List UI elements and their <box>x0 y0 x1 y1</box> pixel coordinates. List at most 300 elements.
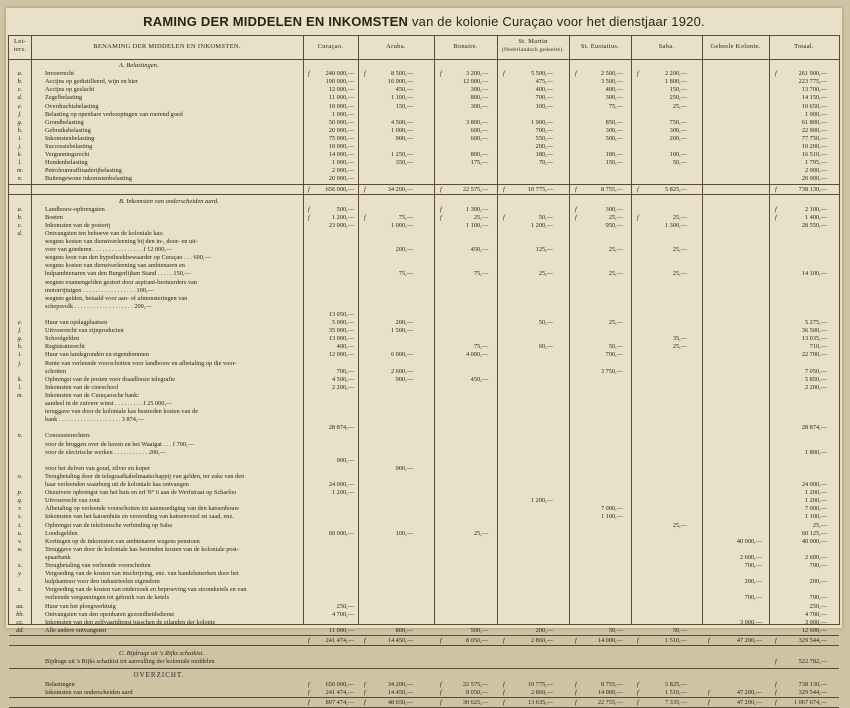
overzicht-row <box>9 689 839 697</box>
value-aruba: 1 000,— <box>390 221 413 229</box>
currency-mark: f <box>308 70 310 78</box>
value-totaal: 1 795,— <box>804 159 827 167</box>
value-st-eustatius: 180,— <box>605 151 623 159</box>
value-aruba: 900,— <box>395 134 413 142</box>
table-row <box>9 392 839 400</box>
value-aruba: 14 450,— <box>387 689 413 697</box>
row-description: Successiebelasting <box>45 143 93 150</box>
value-totaal: 12 600,— <box>801 626 827 634</box>
header-st-eustatius: St. Eustatius. <box>580 43 620 50</box>
value-curacao: 250,— <box>336 602 354 610</box>
table-row <box>9 303 839 311</box>
value-st-martin: 200,— <box>535 143 553 150</box>
row-letter: dd. <box>16 626 24 634</box>
value-curacao: 4 500,— <box>331 375 354 383</box>
table-row <box>9 570 839 578</box>
value-saba: 100,— <box>669 151 687 159</box>
currency-mark: f <box>503 699 505 707</box>
value-bonaire: 25,— <box>473 529 488 537</box>
header-aruba: Aruba. <box>386 43 406 50</box>
value-totaal: 522 782,— <box>798 658 827 665</box>
value-st-eustatius: 300,— <box>605 205 623 213</box>
row-description: Onzuivere opbrengst van het huis en erf N° 6 aan de Werfstraat op Scharloo <box>45 489 237 497</box>
value-bonaire: 600,— <box>470 126 488 134</box>
row-letter: aa. <box>16 602 24 610</box>
value-aruba: 800,— <box>395 626 413 634</box>
row-description: Inkomsten van het katoenhuis en verzending van katoenvezel en zaad, enz. <box>45 513 234 521</box>
value-totaal: 5 275,— <box>804 319 827 326</box>
header-totaal: Totaal. <box>794 43 814 50</box>
value-curacao: 2 200,— <box>331 383 354 391</box>
value-totaal: 223 775,— <box>798 78 827 86</box>
value-aruba: 34 200,— <box>387 681 413 689</box>
currency-mark: f <box>440 699 442 707</box>
row-description: voor de electrische werken . . . . . . . . . . . 200,— <box>45 448 167 456</box>
value-aruba: 75,— <box>398 213 413 221</box>
currency-mark: f <box>775 699 777 707</box>
value-st-eustatius: 500,— <box>605 134 623 142</box>
value-aruba: 6 000,— <box>390 351 413 359</box>
currency-mark: f <box>308 681 310 689</box>
currency-mark: f <box>775 185 777 193</box>
table-row <box>9 449 839 457</box>
row-description: aandeel in de zuivere winst . . . . . . . . . f 25 000,— <box>45 400 173 407</box>
value-saba: 750,— <box>669 118 687 126</box>
value-st-martin: 550,— <box>535 134 553 142</box>
table-row <box>9 424 839 432</box>
row-letter: j. <box>18 359 22 367</box>
table-row <box>9 159 839 167</box>
row-description: Alle andere ontvangsten <box>45 626 107 634</box>
value-totaal: 61 800,— <box>801 118 827 126</box>
currency-mark: f <box>775 70 777 78</box>
row-letter: d. <box>17 229 23 237</box>
row-description: Schoolgelden <box>45 335 80 343</box>
value-aruba: 1 500,— <box>390 327 413 335</box>
value-curacao: 1 200,— <box>331 213 354 221</box>
value-bonaire: 25,— <box>473 213 488 221</box>
currency-mark: f <box>708 636 710 644</box>
value-st-eustatius: 950,— <box>605 221 623 229</box>
value-curacao: 24 000,— <box>328 481 354 488</box>
value-curacao: 11 000,— <box>329 626 354 634</box>
row-description: Terugbetaling van verleende voorschotten <box>45 562 151 569</box>
value-bonaire: 600,— <box>470 134 488 142</box>
row-description: Vergoeding van de kosten van onderzoek en beproeving van stoomketels en van <box>45 586 247 594</box>
currency-mark: f <box>637 70 639 78</box>
table-row <box>9 86 839 94</box>
value-st-martin: 1 200,— <box>530 497 553 505</box>
total-bonaire: 30 625,— <box>462 699 488 707</box>
header-bonaire: Bonaire. <box>453 43 478 50</box>
value-totaal: 24 000,— <box>801 481 827 488</box>
row-description: motorrijtuigen . . . . . . . . . . . . . . . . . 100,— <box>45 286 154 294</box>
row-description: Concessierechten: <box>45 432 91 440</box>
value-st-martin: 125,— <box>535 246 553 254</box>
table-row <box>9 554 839 562</box>
table-row <box>9 254 839 262</box>
table-row <box>9 481 839 489</box>
header-curacao: Curaçao. <box>317 43 344 50</box>
value-curacao: 1 200,— <box>331 489 354 497</box>
table-row <box>9 505 839 513</box>
value-gehele-kolonie: 200,— <box>744 578 762 586</box>
value-st-martin: 700,— <box>535 94 553 102</box>
value-saba: 1 800,— <box>664 78 687 86</box>
total-saba: 5 825,— <box>664 185 687 193</box>
value-st-eustatius: 850,— <box>605 118 623 126</box>
value-totaal: 2 000,— <box>804 167 827 175</box>
value-aruba: 75,— <box>398 270 413 278</box>
row-letter: o. <box>17 472 23 480</box>
table-row <box>9 360 839 368</box>
value-st-eustatius: 7 000,— <box>600 505 623 513</box>
value-aruba: 900,— <box>395 375 413 383</box>
value-totaal: 1 800,— <box>804 448 827 456</box>
total-curacao: 241 474,— <box>325 636 354 644</box>
value-st-martin: 180,— <box>535 151 553 159</box>
table-row <box>9 78 839 86</box>
currency-mark: f <box>775 636 777 644</box>
value-aruba: 350,— <box>395 159 413 167</box>
value-curacao: 4 700,— <box>331 610 354 618</box>
row-description: Accijns op gedistilleerd, wijn en bier <box>45 78 139 86</box>
table-row <box>9 530 839 538</box>
currency-mark: f <box>637 689 639 697</box>
value-aruba: 1 250,— <box>390 151 413 159</box>
value-st-eustatius: 25,— <box>608 213 623 221</box>
row-description: Rente van verleende voorschotten voor landbouw en afbetaling op die voor- <box>45 359 237 367</box>
value-curacao: 1 000,— <box>331 110 354 118</box>
currency-mark: f <box>364 185 366 193</box>
value-totaal: 738 130,— <box>798 681 827 689</box>
currency-mark: f <box>308 205 310 213</box>
value-totaal: 710,— <box>809 343 827 351</box>
value-totaal: 5 850,— <box>804 375 827 383</box>
value-bonaire: 8 050,— <box>465 689 488 697</box>
value-saba: 5 825,— <box>664 681 687 689</box>
value-st-eustatius: 1 100,— <box>600 513 623 521</box>
value-st-martin: 50,— <box>538 319 553 326</box>
row-letter: a. <box>17 205 23 213</box>
row-letter: b. <box>17 78 23 86</box>
value-st-martin: 60,— <box>538 343 553 351</box>
table-row <box>9 497 839 505</box>
row-letter: bb. <box>16 610 24 618</box>
value-st-eustatius: 3 500,— <box>600 78 623 86</box>
table-row <box>9 287 839 295</box>
row-letter: a. <box>17 70 23 78</box>
value-totaal: 28 550,— <box>801 221 827 229</box>
row-description: Accijns op geslacht <box>45 86 95 94</box>
value-saba: 35,— <box>672 335 687 343</box>
table-row <box>9 343 839 351</box>
table-row <box>9 578 839 586</box>
total-bonaire: 8 050,— <box>465 636 488 644</box>
total-aruba: 48 650,— <box>387 699 413 707</box>
value-bonaire: 3 800,— <box>465 118 488 126</box>
row-description: Vergoeding van de kosten van inschrijving, enz. van handelsmerken door het <box>45 570 239 578</box>
row-letter: n. <box>17 175 23 183</box>
value-saba: 25,— <box>672 343 687 351</box>
table-row <box>9 408 839 416</box>
total-bonaire: 22 575,— <box>462 185 488 193</box>
row-description: Overdrachtsbelasting <box>45 102 99 110</box>
row-description: Belastingen <box>45 681 75 689</box>
row-letter: u. <box>17 529 23 537</box>
currency-mark: f <box>364 699 366 707</box>
value-totaal: 22 700,— <box>801 351 827 359</box>
row-description: schotten <box>45 367 66 375</box>
total-totaal: 738 130,— <box>798 185 827 193</box>
currency-mark: f <box>440 185 442 193</box>
header-st-martin <box>497 38 569 54</box>
header-gehele-kolonie: Geheele Kolonie. <box>710 43 761 50</box>
value-curacao: 240 000,— <box>325 70 354 78</box>
value-totaal: 14 150,— <box>801 94 827 102</box>
row-description: Petroleumraffinaderijbelasting <box>45 167 122 175</box>
currency-mark: f <box>503 70 505 78</box>
value-bonaire: 500,— <box>470 626 488 634</box>
overzicht-heading: OVERZICHT. <box>133 671 185 680</box>
value-curacao: 20 000,— <box>328 126 354 134</box>
value-totaal: 13 035,— <box>801 335 827 343</box>
total-st-eustatius: 14 000,— <box>597 636 623 644</box>
currency-mark: f <box>308 699 310 707</box>
currency-mark: f <box>575 636 577 644</box>
value-totaal: 1 000,— <box>804 110 827 118</box>
value-totaal: 16 510,— <box>801 151 827 159</box>
row-description: Ontvangsten ten behoeve van de koloniale kas: <box>45 229 164 237</box>
currency-mark: f <box>708 689 710 697</box>
currency-mark: f <box>637 185 639 193</box>
currency-mark: f <box>775 658 777 665</box>
row-description: Kortingen op de inkomsten van ambtenaren wegens pensioen <box>45 537 200 545</box>
row-letter: g. <box>17 118 23 126</box>
row-letter: f. <box>18 327 22 335</box>
value-saba: 50,— <box>672 626 687 634</box>
value-totaal: 700,— <box>809 594 827 602</box>
value-st-martin: 200,— <box>535 626 553 634</box>
value-totaal: 700,— <box>809 562 827 569</box>
currency-mark: f <box>308 213 310 221</box>
currency-mark: f <box>575 213 577 221</box>
total-saba: 7 335,— <box>664 699 687 707</box>
value-totaal: 77 750,— <box>801 134 827 142</box>
value-totaal: 2 600,— <box>804 553 827 561</box>
row-description: Opbrengst van de telefonische verbinding op Saba <box>45 521 172 529</box>
row-letter: k. <box>17 151 23 159</box>
value-st-martin: 5 500,— <box>530 70 553 78</box>
currency-mark: f <box>575 185 577 193</box>
row-letter: v. <box>18 537 22 545</box>
total-aruba: 34 200,— <box>387 185 413 193</box>
value-gehele-kolonie: 47 200,— <box>736 689 762 697</box>
value-aruba: 200,— <box>395 246 413 254</box>
row-letter: l. <box>18 383 22 391</box>
total-aruba: 14 450,— <box>387 636 413 644</box>
value-curacao: 20 000,— <box>328 175 354 183</box>
value-st-martin: 100,— <box>535 102 553 110</box>
currency-mark: f <box>308 689 310 697</box>
currency-mark: f <box>637 699 639 707</box>
table-row <box>9 319 839 327</box>
value-totaal: 1 200,— <box>804 489 827 497</box>
value-aruba: 150,— <box>395 102 413 110</box>
row-letter: s. <box>17 513 23 521</box>
row-letter: q. <box>17 497 23 505</box>
value-saba: 1 510,— <box>664 689 687 697</box>
currency-mark: f <box>364 636 366 644</box>
row-description: wegens kosten van dienstverleening van ambtenaren en <box>45 262 185 270</box>
value-saba: 25,— <box>672 102 687 110</box>
value-gehele-kolonie: 700,— <box>744 562 762 569</box>
table-row <box>9 416 839 424</box>
value-st-martin: 2 860,— <box>530 689 553 697</box>
row-letter: d. <box>17 94 23 102</box>
value-st-eustatius: 700,— <box>605 351 623 359</box>
currency-mark: f <box>440 70 442 78</box>
row-letter: c. <box>17 221 23 229</box>
currency-mark: f <box>364 213 366 221</box>
total-curacao: 897 474,— <box>325 699 354 707</box>
section-b-heading: B. Inkomsten van onderscheiden aard. <box>119 197 219 205</box>
value-aruba: 900,— <box>395 464 413 472</box>
value-st-eustatius: 150,— <box>605 159 623 167</box>
value-st-eustatius: 50,— <box>608 343 623 351</box>
table-row <box>9 441 839 449</box>
value-bonaire: 800,— <box>470 94 488 102</box>
section-a-total <box>9 185 839 194</box>
row-letter: h. <box>17 126 23 134</box>
header-st-martin-name: St. Martin <box>518 38 548 45</box>
row-description: haar verleenden waarborg uit de koloniale kas ontvangen <box>45 481 189 488</box>
row-letter: h. <box>17 343 23 351</box>
currency-mark: f <box>503 636 505 644</box>
currency-mark: f <box>708 699 710 707</box>
table-row <box>9 167 839 175</box>
value-totaal: 7 050,— <box>804 367 827 375</box>
row-description: Inkomsten van de cineschool <box>45 383 119 391</box>
table-row <box>9 594 839 602</box>
total-st-eustatius: 8 755,— <box>600 185 623 193</box>
budget-table <box>8 35 840 707</box>
value-bonaire: 75,— <box>473 270 488 278</box>
value-totaal: 36 500,— <box>801 327 827 335</box>
table-row <box>9 238 839 246</box>
value-totaal: 22 900,— <box>801 126 827 134</box>
row-description: Hondenbelasting <box>45 159 88 167</box>
row-description: Zegelbelasting <box>45 94 83 102</box>
row-letter: cc. <box>16 618 24 626</box>
total-curacao: 656 000,— <box>325 185 354 193</box>
table-row <box>9 546 839 554</box>
currency-mark: f <box>637 681 639 689</box>
value-st-eustatius: 25,— <box>608 270 623 278</box>
value-saba: 25,— <box>672 521 687 529</box>
value-saba: 2 200,— <box>664 70 687 78</box>
row-description: spaarbank <box>45 553 71 561</box>
value-bonaire: 1 100,— <box>465 221 488 229</box>
rule-line <box>9 645 839 646</box>
title-main: RAMING DER MIDDELEN EN INKOMSTEN <box>143 14 409 29</box>
value-curacao: 13 000,— <box>328 335 354 343</box>
value-bonaire: 4 000,— <box>465 351 488 359</box>
table-row <box>9 119 839 127</box>
row-letter: j. <box>18 143 22 150</box>
value-st-martin: 25,— <box>538 270 553 278</box>
header-letters: Let-ters. <box>13 38 27 53</box>
table-row <box>9 522 839 530</box>
value-bonaire: 800,— <box>470 151 488 159</box>
table-row <box>9 400 839 408</box>
value-bonaire: 12 000,— <box>462 78 488 86</box>
value-gehele-kolonie: 40 000,— <box>736 537 762 545</box>
value-totaal: 28 874,— <box>801 424 827 432</box>
row-letter: g. <box>17 335 23 343</box>
value-totaal: 3 000,— <box>804 618 827 626</box>
row-description: Huur van opslagplaatsen <box>45 319 108 326</box>
value-totaal: 1 100,— <box>804 513 827 521</box>
value-curacao: 656 000,— <box>325 681 354 689</box>
section-c-heading: C. Bijdrage uit 's Rijks schatkist. <box>119 649 204 657</box>
row-description: Landbouw-opbrengsten <box>45 205 105 213</box>
table-row <box>9 111 839 119</box>
table-row <box>9 151 839 159</box>
row-description: Bijdrage uit 's Rijks schatkist tot aanvulling der koloniale middelen <box>45 658 215 665</box>
value-aruba: 1 000,— <box>390 126 413 134</box>
table-row <box>9 246 839 254</box>
row-letter: c. <box>17 86 23 94</box>
total-st-martin: 10 775,— <box>527 185 553 193</box>
value-st-eustatius: 75,— <box>608 102 623 110</box>
value-curacao: 900,— <box>336 456 354 464</box>
table-row <box>9 175 839 183</box>
table-row <box>9 513 839 521</box>
row-description: Afbetaling op verleende voorschotten tot aanmoediging van den katoenbouw <box>45 505 240 513</box>
table-row <box>9 206 839 214</box>
value-st-eustatius: 2 500,— <box>600 70 623 78</box>
value-st-eustatius: 400,— <box>605 86 623 94</box>
value-bonaire: 175,— <box>470 159 488 167</box>
row-description: Loodsgelden <box>45 529 78 537</box>
value-totaal: 329 544,— <box>798 689 827 697</box>
value-st-eustatius: 8 755,— <box>600 681 623 689</box>
value-saba: 25,— <box>672 270 687 278</box>
row-letter: e. <box>17 102 23 110</box>
document-sheet <box>6 8 842 707</box>
table-row <box>9 457 839 465</box>
value-curacao: 12 000,— <box>328 351 354 359</box>
currency-mark: f <box>440 689 442 697</box>
section-c-row <box>9 658 839 666</box>
row-letter: r. <box>18 505 22 513</box>
total-gehele-kolonie: 47 200,— <box>736 699 762 707</box>
total-st-martin: 2 860,— <box>530 636 553 644</box>
row-description: teruggave van door de koloniale kas bestreden kosten van de <box>45 408 198 416</box>
row-description: Inkomsten van onderscheiden aard <box>45 689 133 697</box>
value-totaal: 60 125,— <box>801 529 827 537</box>
row-description: Inkomsten van de posterij <box>45 221 111 229</box>
currency-mark: f <box>440 636 442 644</box>
value-curacao: 400,— <box>336 343 354 351</box>
value-totaal: 1 400,— <box>804 213 827 221</box>
total-st-eustatius: 22 755,— <box>597 699 623 707</box>
row-description: voor de bruggen over de haven en het Waaigat . . . f 700,— <box>45 440 194 448</box>
value-st-martin: 10 775,— <box>527 681 553 689</box>
value-bonaire: 3 200,— <box>465 70 488 78</box>
value-curacao: 60 000,— <box>328 529 354 537</box>
